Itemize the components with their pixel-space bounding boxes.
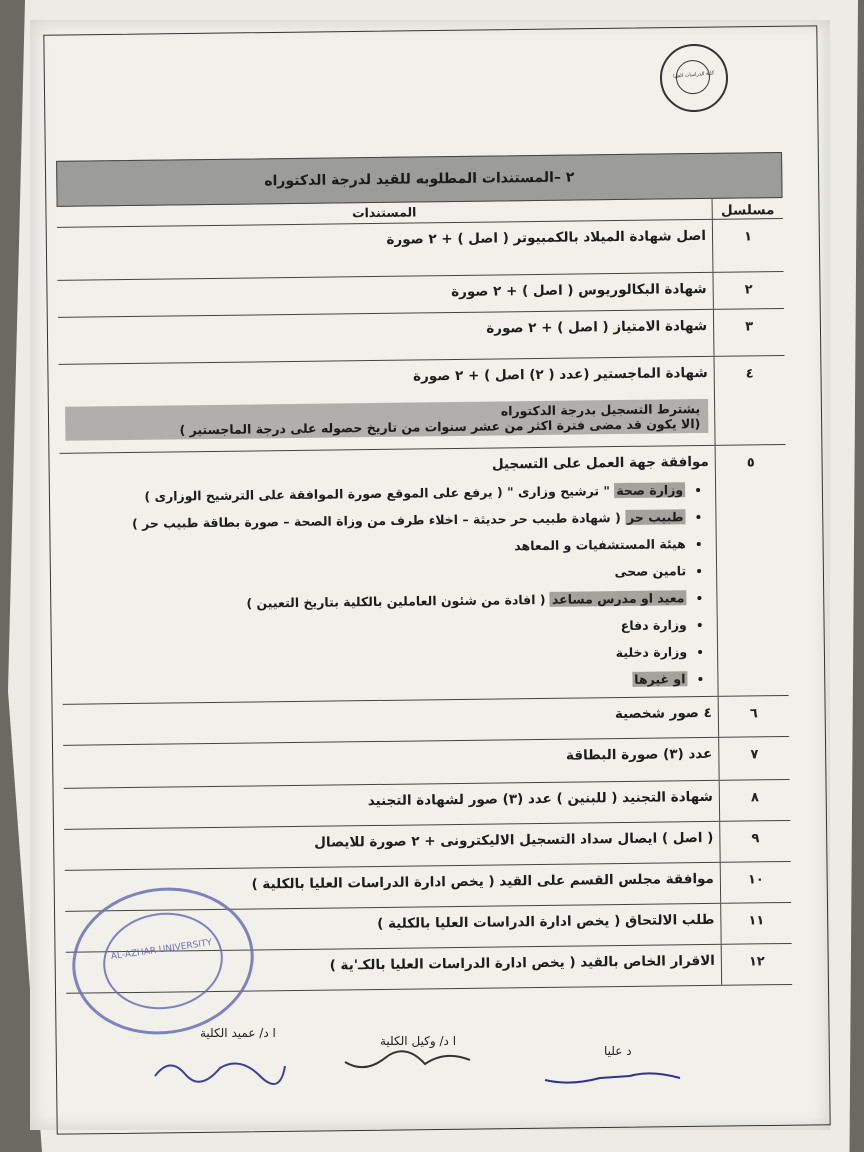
table-row — [59, 356, 786, 454]
list-item: • تامين صحى — [67, 563, 686, 586]
logo-text: كلية الدراسات العليا — [672, 70, 715, 80]
list-item: • معيد او مدرس مساعد ( افادة من شئون العاملين بالكلية بتاريخ التعيين ) — [67, 590, 686, 613]
dean-signature-label: ا د/ عميد الكلية — [200, 1026, 276, 1040]
phd-condition-note — [65, 399, 708, 441]
table-row — [60, 445, 789, 705]
row-number: ٦ — [718, 696, 789, 737]
graduate-studies-signature-label: د عليا — [604, 1044, 632, 1058]
row-text: عدد (٣) صورة البطاقة — [565, 745, 713, 764]
row-text: شهادة البكالوريوس ( اصل ) + ٢ صورة — [451, 280, 707, 301]
note-line-2: (الا يكون قد مضى فترة اكثر من عشر سنوات من تاريخ حصوله على درجة الماجستير ) — [179, 416, 701, 438]
row-text: شهادة التجنيد ( للبنين ) عدد (٣) صور لشهادة التجنيد — [367, 788, 713, 810]
row-text: شهادة الماجستير (عدد ( ٢) اصل ) + ٢ صورة — [413, 364, 708, 385]
vice-dean-signature-label: ا د/ وكيل الكلية — [380, 1034, 457, 1048]
list-item: • طبيب حر ( شهادة طبيب حر حديثة – اخلاء طرف من وزاة الصحة – صورة بطاقة طبيب حر ) — [66, 509, 685, 532]
row-number: ١١ — [720, 903, 791, 944]
list-item: • او غيرها — [68, 671, 687, 694]
row-text: موافقة مجلس القسم على القيد ( يخص ادارة الدراسات العليا بالكلية ) — [251, 870, 714, 893]
row-text: الاقرار الخاص بالقيد ( يخص ادارة الدراسات العليا بالكـ'ية ) — [329, 952, 715, 974]
row-number: ١٠ — [720, 862, 791, 903]
list-item: • هيئة المستشفيات و المعاهد — [67, 536, 686, 559]
row-text: موافقة جهة العمل على التسجيل — [491, 453, 709, 473]
vice-dean-signature-icon — [340, 1040, 480, 1080]
row-number: ١ — [712, 219, 784, 272]
row-4-content — [59, 357, 715, 453]
row-text: شهادة الامتياز ( اصل ) + ٢ صورة — [486, 317, 708, 337]
list-item: • وزارة دخلية — [68, 644, 687, 667]
row-number: ٢ — [712, 272, 783, 309]
graduate-signature-icon — [540, 1060, 690, 1096]
row-number: ٣ — [713, 309, 785, 356]
row-number: ١٢ — [721, 944, 792, 985]
row-5-content — [60, 446, 718, 704]
row-number: ٧ — [718, 737, 790, 780]
row-text: ٤ صور شخصية — [614, 704, 712, 723]
dean-signature-icon — [150, 1046, 290, 1088]
serial-column-header: مسلسل — [712, 198, 783, 219]
row-number: ٨ — [719, 780, 790, 821]
table-title: ٢ –المستندات المطلوبه للقيد لدرجة الدكتوراه — [56, 152, 783, 207]
list-item: • وزارة دفاع — [68, 617, 687, 640]
employer-approval-list — [66, 482, 711, 694]
row-text: اصل شهادة الميلاد بالكمبيوتر ( اصل ) + ٢ صورة — [386, 227, 707, 248]
documents-column-header: المستندات — [351, 204, 417, 221]
note-line-1: يشترط التسجيل بدرجة الدكتوراه — [500, 401, 701, 419]
row-text: طلب الالتحاق ( يخص ادارة الدراسات العليا بالكلية ) — [377, 911, 715, 933]
documents-table — [56, 152, 792, 994]
row-number: ٤ — [713, 356, 785, 445]
table-row — [57, 219, 784, 281]
row-number: ٥ — [715, 445, 789, 696]
stamp-text: AL-AZHAR UNIVERSITY — [110, 938, 213, 963]
row-text: ( اصل ) ايصال سداد التسجيل الاليكترونى + ٢ صورة للايصال — [314, 829, 714, 851]
list-item: • وزارة صحة " ترشيح وزارى " ( يرفع على الموقع صورة الموافقة على الترشيح الوزارى ) — [66, 482, 685, 505]
row-number: ٩ — [719, 821, 790, 862]
